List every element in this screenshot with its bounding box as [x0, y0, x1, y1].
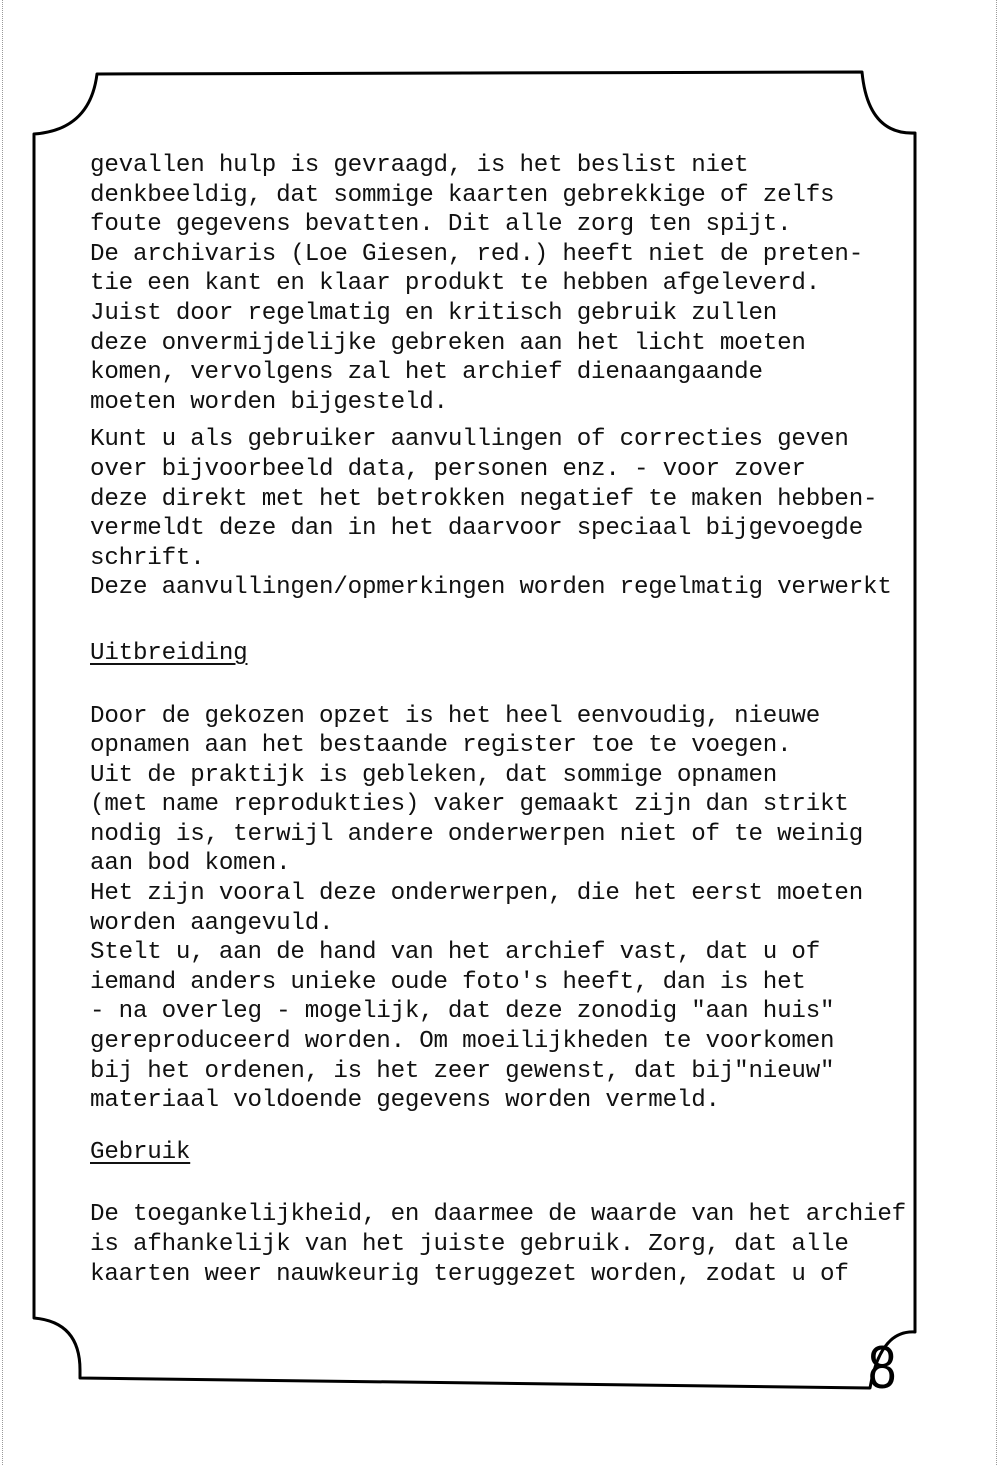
text-line: tie een kant en klaar produkt te hebben afgeleverd. — [90, 270, 821, 298]
text-line: gevallen hulp is gevraagd, is het beslist niet — [90, 152, 749, 179]
text-line: is afhankelijk van het juiste gebruik. Zorg, dat alle — [90, 1231, 849, 1258]
section-gebruik-body — [90, 1200, 920, 1289]
text-line: iemand anders unieke oude foto's heeft, dan is het — [90, 968, 806, 996]
text-line: nodig is, terwijl andere onderwerpen niet of te weinig — [90, 820, 864, 848]
text-line: kaarten weer nauwkeurig teruggezet worden, zodat u of — [90, 1260, 849, 1288]
text-line: (met name reprodukties) vaker gemaakt zijn dan strikt — [90, 791, 849, 819]
text-line: Kunt u als gebruiker aanvullingen of correcties geven — [90, 426, 849, 454]
document-body — [90, 151, 920, 1289]
text-line: deze direkt met het betrokken negatief te maken hebben- — [90, 485, 878, 513]
text-line: Juist door regelmatig en kritisch gebruik zullen — [90, 299, 778, 327]
text-line: aan bod komen. — [90, 850, 291, 878]
section-uitbreiding-body — [90, 702, 920, 1116]
section-heading-gebruik: Gebruik — [90, 1138, 191, 1166]
text-line: De archivaris (Loe Giesen, red.) heeft niet de preten- — [90, 240, 864, 268]
text-line: schrift. — [90, 544, 205, 572]
text-line: Het zijn vooral deze onderwerpen, die het eerst moeten — [90, 880, 864, 908]
text-line: foute gegevens bevatten. Dit alle zorg ten spijt. — [90, 211, 792, 239]
paragraph-corrections — [90, 425, 920, 603]
text-line: Stelt u, aan de hand van het archief vast, dat u of — [90, 939, 821, 967]
text-line: Door de gekozen opzet is het heel eenvoudig, nieuwe — [90, 702, 821, 730]
page-number: 8 — [868, 1334, 897, 1401]
text-line: bij het ordenen, is het zeer gewenst, dat bij"nieuw" — [90, 1057, 835, 1085]
text-line: Uit de praktijk is gebleken, dat sommige opnamen — [90, 761, 778, 789]
text-line: opnamen aan het bestaande register toe te voegen. — [90, 732, 792, 760]
text-line: moeten worden bijgesteld. — [90, 388, 448, 416]
text-line: materiaal voldoende gegevens worden vermeld. — [90, 1087, 720, 1115]
text-line: over bijvoorbeeld data, personen enz. - voor zover — [90, 455, 806, 483]
section-heading-uitbreiding: Uitbreiding — [90, 639, 248, 667]
text-line: Deze aanvullingen/opmerkingen worden regelmatig verwerkt — [90, 574, 892, 602]
text-line: vermeldt deze dan in het daarvoor speciaal bijgevoegde — [90, 515, 864, 543]
text-line: gereproduceerd worden. Om moeilijkheden te voorkomen — [90, 1028, 835, 1056]
text-line: - na overleg - mogelijk, dat deze zonodig "aan huis" — [90, 998, 835, 1026]
text-line: worden aangevuld. — [90, 909, 334, 937]
text-line: komen, vervolgens zal het archief dienaangaande — [90, 359, 763, 387]
text-line: deze onvermijdelijke gebreken aan het licht moeten — [90, 329, 806, 357]
text-line: De toegankelijkheid, en daarmee de waarde van het archief — [90, 1201, 906, 1229]
paragraph-errors — [90, 151, 920, 417]
text-line: denkbeeldig, dat sommige kaarten gebrekkige of zelfs — [90, 181, 835, 209]
